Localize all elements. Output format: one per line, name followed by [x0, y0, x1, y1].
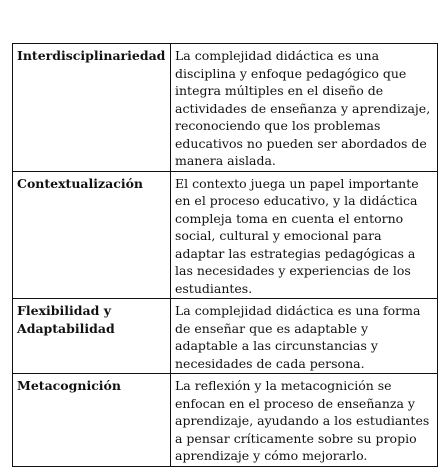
table-row	[13, 171, 438, 299]
term-cell: Flexibilidad y Adaptabilidad	[13, 299, 171, 374]
term-cell: Metacognición	[13, 374, 171, 467]
table-row	[13, 299, 438, 374]
term-cell: Contextualización	[13, 171, 171, 299]
description-cell: El contexto juega un papel importante en el proceso educativo, y la didáctica compleja toma en cuenta el entorno social, cultural y emocional para adaptar las estrategias pedagógicas a las necesidades y experiencias de los estudiantes.	[171, 171, 438, 299]
table-row	[13, 374, 438, 467]
table-row	[13, 44, 438, 172]
description-cell: La reflexión y la metacognición se enfocan en el proceso de enseñanza y aprendizaje, ayudando a los estudiantes a pensar críticamente sobre su propio aprendizaje y cómo mejorarlo.	[171, 374, 438, 467]
description-cell: La complejidad didáctica es una disciplina y enfoque pedagógico que integra múltiples en el diseño de actividades de enseñanza y aprendizaje, reconociendo que los problemas educativos no pueden ser abordados de manera aislada.	[171, 44, 438, 172]
term-cell: Interdisciplinariedad	[13, 44, 171, 172]
concepts-table	[12, 43, 438, 467]
description-cell: La complejidad didáctica es una forma de enseñar que es adaptable y adaptable a las circunstancias y necesidades de cada persona.	[171, 299, 438, 374]
